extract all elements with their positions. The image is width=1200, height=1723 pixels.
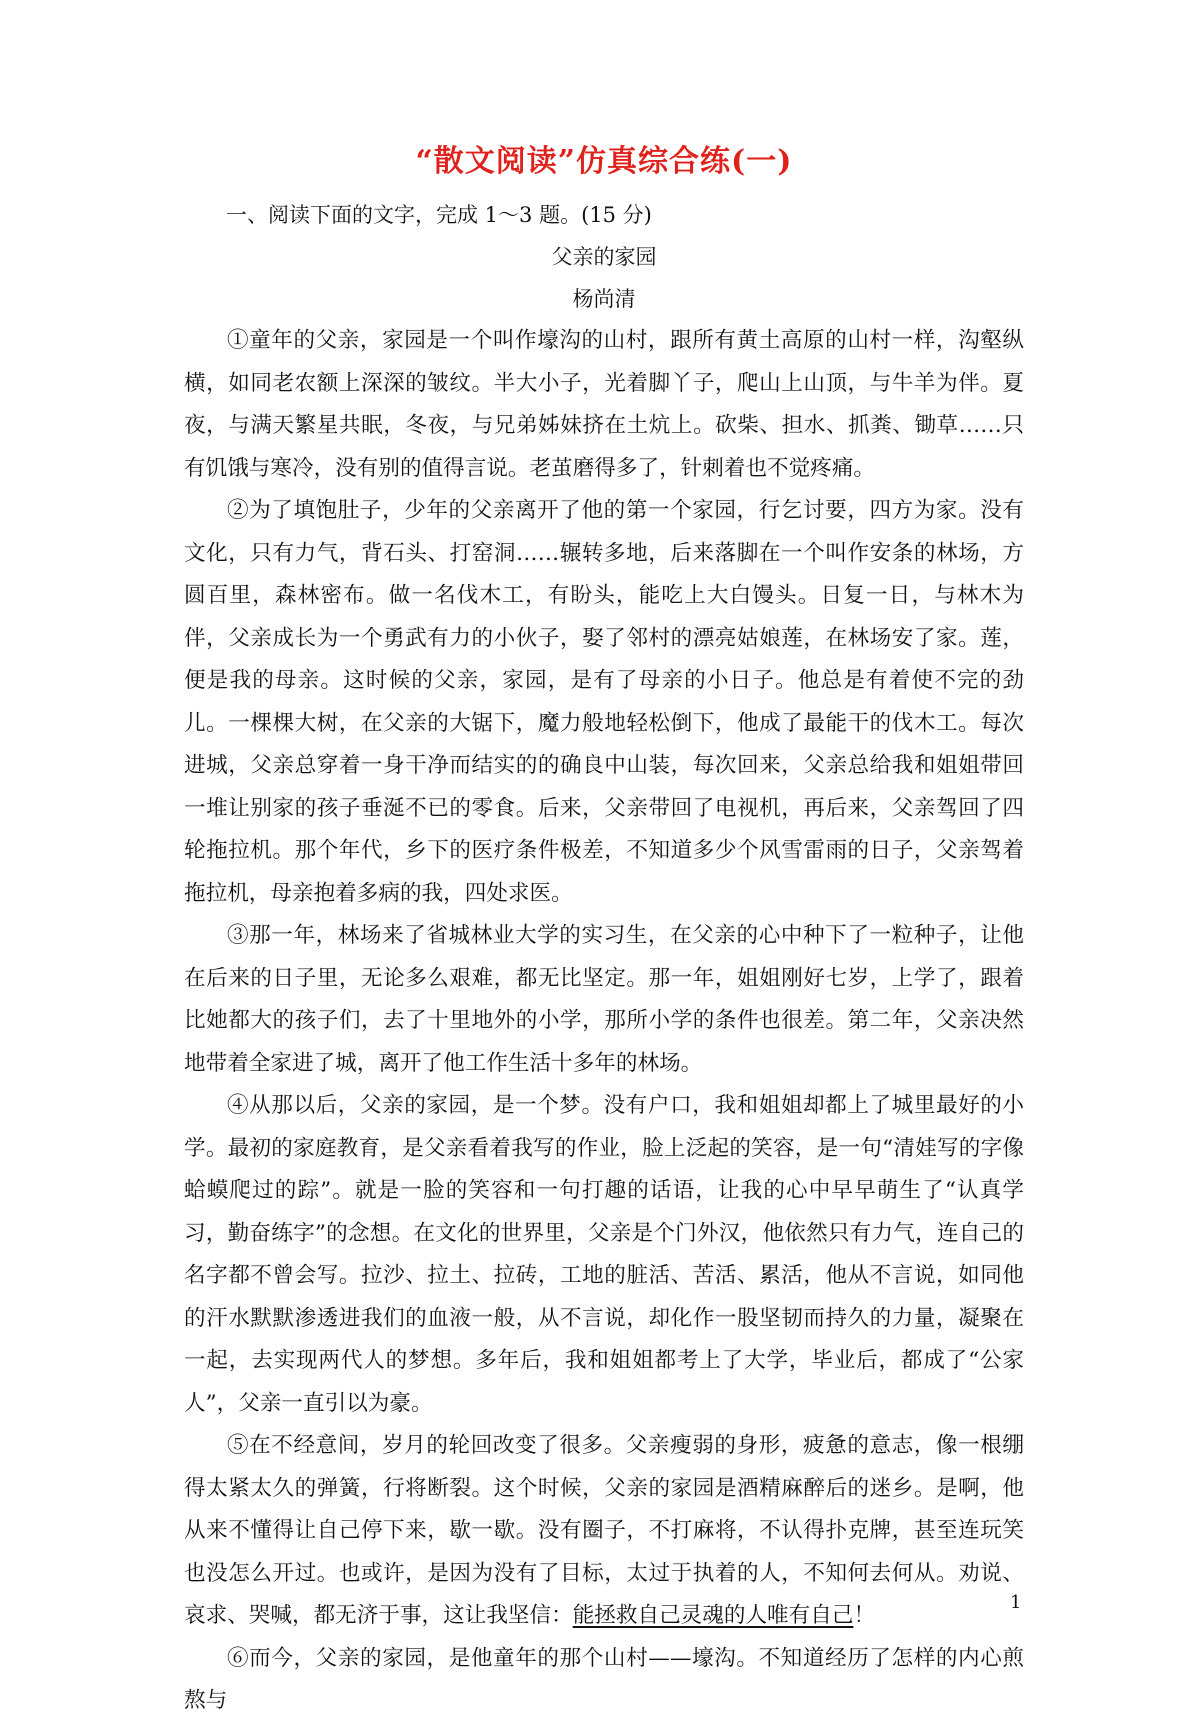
paragraph-5 xyxy=(184,1425,1024,1638)
paragraph-1: ①童年的父亲，家园是一个叫作壕沟的山村，跟所有黄土高原的山村一样，沟壑纵横，如同老农额上深深的皱纹。半大小子，光着脚丫子，爬山上山顶，与牛羊为伴。夏夜，与满天繁星共眠，冬夜，与兄弟姊妹挤在土炕上。砍柴、担水、抓粪、锄草……只有饥饿与寒冷，没有别的值得言说。老茧磨得多了，针刺着也不觉疼痛。 xyxy=(184,328,1024,481)
document-page xyxy=(184,140,1024,1723)
essay-author: 杨尚清 xyxy=(572,287,636,311)
question-instruction: 一、阅读下面的文字，完成 1～3 题。(15 分) xyxy=(226,203,652,227)
paragraph-4: ④从那以后，父亲的家园，是一个梦。没有户口，我和姐姐却都上了城里最好的小学。最初的家庭教育，是父亲看着我写的作业，脸上泛起的笑容，是一句“清娃写的字像蛤蟆爬过的踪”。就是一脸的笑容和一句打趣的话语，让我的心中早早萌生了“认真学习，勤奋练字”的念想。在文化的世界里，父亲是个门外汉，他依然只有力气，连自己的名字都不曾会写。拉沙、拉土、拉砖，工地的脏活、苦活、累活，他从不言说，如同他的汗水默默渗透进我们的血液一般，从不言说，却化作一股坚韧而持久的力量，凝聚在一起，去实现两代人的梦想。多年后，我和姐姐都考上了大学，毕业后，都成了“公家人”，父亲一直引以为豪。 xyxy=(184,1093,1024,1416)
underlined-sentence: 能拯救自己灵魂的人唯有自己 xyxy=(572,1603,854,1628)
paragraph-3: ③那一年，林场来了省城林业大学的实习生，在父亲的心中种下了一粒种子，让他在后来的日子里，无论多么艰难，都无比坚定。那一年，姐姐刚好七岁，上学了，跟着比她都大的孩子们，去了十里地外的小学，那所小学的条件也很差。第二年，父亲决然地带着全家进了城，离开了他工作生活十多年的林场。 xyxy=(184,923,1024,1076)
essay-title: 父亲的家园 xyxy=(551,245,657,269)
document-title: “散文阅读”仿真综合练(一) xyxy=(415,144,793,179)
paragraph-5-end: ！ xyxy=(853,1603,876,1628)
paragraph-5-text: ⑤在不经意间，岁月的轮回改变了很多。父亲瘦弱的身形，疲惫的意志，像一根绷得太紧太久的弹簧，行将断裂。这个时候，父亲的家园是酒精麻醉后的迷乡。是啊，他从来不懂得让自己停下来，歇一歇。没有圈子，不打麻将，不认得扑克牌，甚至连玩笑也没怎么开过。也或许，是因为没有了目标，太过于执着的人，不知何去何从。劝说、哀求、哭喊，都无济于事，这让我坚信： xyxy=(184,1433,1024,1628)
page-number: 1 xyxy=(1010,1592,1022,1613)
paragraph-6: ⑥而今，父亲的家园，是他童年的那个山村——壕沟。不知道经历了怎样的内心煎熬与 xyxy=(184,1645,1024,1713)
paragraph-2: ②为了填饱肚子，少年的父亲离开了他的第一个家园，行乞讨要，四方为家。没有文化，只有力气，背石头、打窑洞……辗转多地，后来落脚在一个叫作安条的林场，方圆百里，森林密布。做一名伐木工，有盼头，能吃上大白馒头。日复一日，与林木为伴，父亲成长为一个勇武有力的小伙子，娶了邻村的漂亮姑娘莲，在林场安了家。莲，便是我的母亲。这时候的父亲，家园，是有了母亲的小日子。他总是有着使不完的劲儿。一棵棵大树，在父亲的大锯下，魔力般地轻松倒下，他成了最能干的伐木工。每次进城，父亲总穿着一身干净而结实的的确良中山装，每次回来，父亲总给我和姐姐带回一堆让别家的孩子垂涎不已的零食。后来，父亲带回了电视机，再后来，父亲驾回了四轮拖拉机。那个年代，乡下的医疗条件极差，不知道多少个风雪雷雨的日子，父亲驾着拖拉机，母亲抱着多病的我，四处求医。 xyxy=(184,498,1024,906)
